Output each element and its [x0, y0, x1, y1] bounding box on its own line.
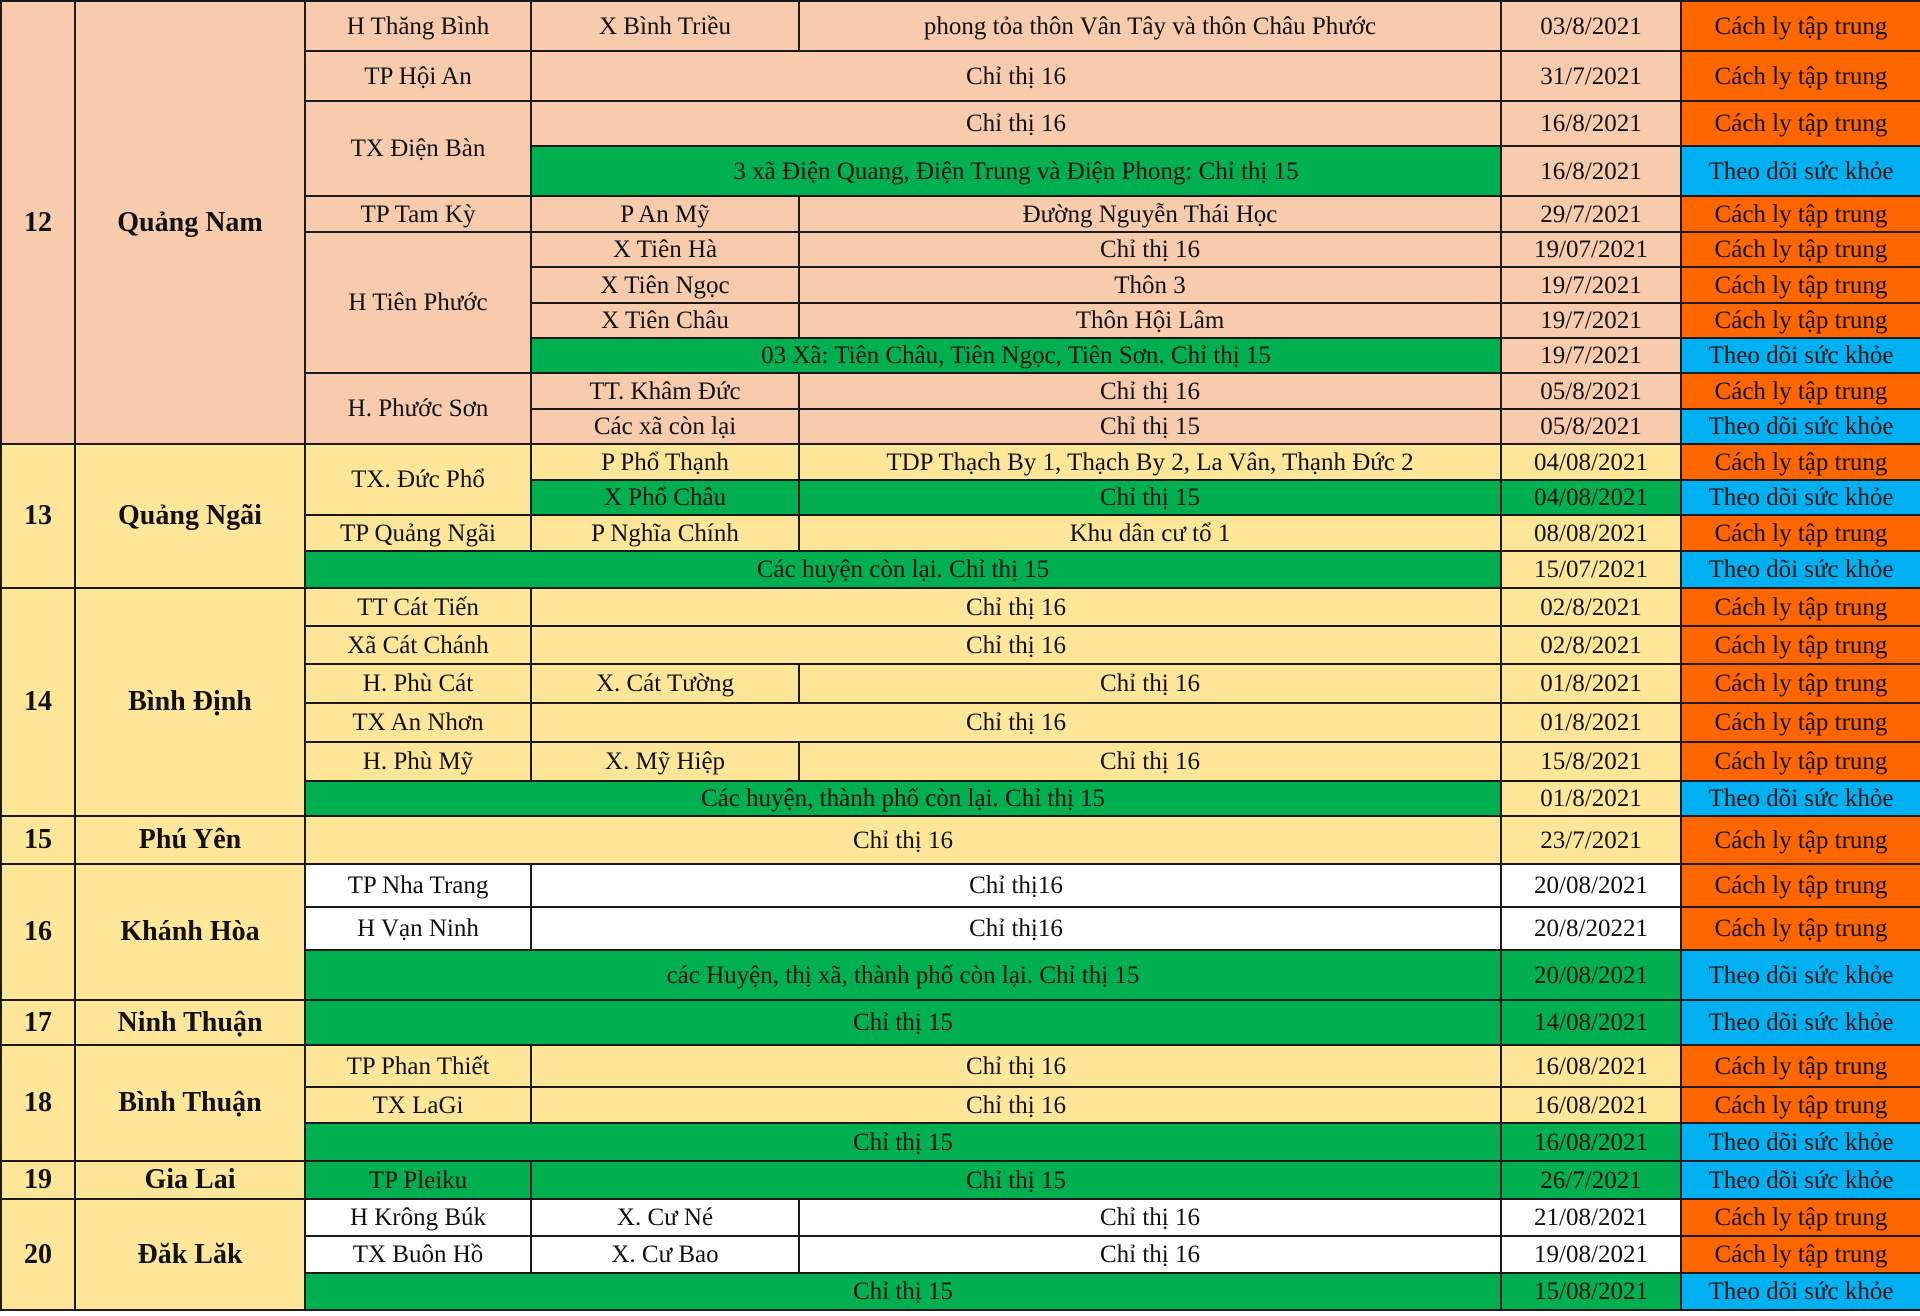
district-cell: TP Phan Thiết	[305, 1045, 531, 1087]
status-cell: Cách ly tập trung	[1681, 588, 1920, 626]
status-cell: Theo dõi sức khỏe	[1681, 1000, 1920, 1045]
status-cell: Cách ly tập trung	[1681, 196, 1920, 232]
date-cell: 31/7/2021	[1501, 51, 1681, 101]
status-cell: Theo dõi sức khỏe	[1681, 1273, 1920, 1310]
status-cell: Theo dõi sức khỏe	[1681, 480, 1920, 515]
district-cell: H. Phước Sơn	[305, 373, 531, 444]
measure-cell: Các huyện còn lại. Chỉ thị 15	[305, 551, 1501, 588]
status-cell: Theo dõi sức khỏe	[1681, 950, 1920, 1000]
district-cell: H Thăng Bình	[305, 1, 531, 51]
date-cell: 19/7/2021	[1501, 338, 1681, 373]
measure-cell: Chỉ thị16	[531, 864, 1501, 907]
district-cell: TX. Đức Phổ	[305, 444, 531, 515]
table-row	[1, 1045, 1920, 1087]
commune-cell: Các xã còn lại	[531, 409, 799, 444]
measure-cell: Chỉ thị 15	[305, 1123, 1501, 1161]
province-index: 15	[1, 816, 75, 864]
measure-cell: 03 Xã: Tiên Châu, Tiên Ngọc, Tiên Sơn. Chỉ thị 15	[531, 338, 1501, 373]
table-row	[1, 1000, 1920, 1045]
status-cell: Cách ly tập trung	[1681, 1045, 1920, 1087]
district-cell: H Krông Búk	[305, 1199, 531, 1236]
status-cell: Cách ly tập trung	[1681, 816, 1920, 864]
province-index: 20	[1, 1199, 75, 1310]
status-cell: Cách ly tập trung	[1681, 703, 1920, 742]
measure-cell: Chỉ thị 15	[799, 480, 1501, 515]
measure-cell: TDP Thạch By 1, Thạch By 2, La Vân, Thạnh Đức 2	[799, 444, 1501, 480]
date-cell: 20/08/2021	[1501, 950, 1681, 1000]
date-cell: 20/08/2021	[1501, 864, 1681, 907]
measure-cell: Chỉ thị 16	[531, 1087, 1501, 1123]
province-name: Khánh Hòa	[75, 864, 305, 1000]
commune-cell: X. Cư Né	[531, 1199, 799, 1236]
measure-cell: Chỉ thị 16	[531, 703, 1501, 742]
measure-cell: Chỉ thị 16	[531, 101, 1501, 146]
province-index: 13	[1, 444, 75, 588]
measure-cell: Chỉ thị 16	[799, 664, 1501, 703]
status-cell: Theo dõi sức khỏe	[1681, 1123, 1920, 1161]
measure-cell: Các huyện, thành phố còn lại. Chỉ thị 15	[305, 781, 1501, 816]
date-cell: 03/8/2021	[1501, 1, 1681, 51]
province-name: Quảng Ngãi	[75, 444, 305, 588]
date-cell: 23/7/2021	[1501, 816, 1681, 864]
date-cell: 29/7/2021	[1501, 196, 1681, 232]
district-cell: TT Cát Tiến	[305, 588, 531, 626]
measure-cell: Chỉ thị 15	[305, 1000, 1501, 1045]
status-cell: Cách ly tập trung	[1681, 267, 1920, 303]
date-cell: 20/8/20221	[1501, 907, 1681, 950]
date-cell: 04/08/2021	[1501, 444, 1681, 480]
status-cell: Cách ly tập trung	[1681, 626, 1920, 664]
district-cell: TX Điện Bàn	[305, 101, 531, 196]
date-cell: 16/08/2021	[1501, 1123, 1681, 1161]
status-cell: Theo dõi sức khỏe	[1681, 338, 1920, 373]
status-cell: Theo dõi sức khỏe	[1681, 781, 1920, 816]
table-row	[1, 1161, 1920, 1199]
province-index: 14	[1, 588, 75, 816]
district-cell: TX Buôn Hồ	[305, 1236, 531, 1273]
status-cell: Cách ly tập trung	[1681, 864, 1920, 907]
measure-cell: Chỉ thị 16	[531, 51, 1501, 101]
measure-cell: các Huyện, thị xã, thành phố còn lại. Chỉ thị 15	[305, 950, 1501, 1000]
district-cell: TX LaGi	[305, 1087, 531, 1123]
table-row	[1, 1199, 1920, 1236]
province-index: 16	[1, 864, 75, 1000]
table-row	[1, 1, 1920, 51]
date-cell: 01/8/2021	[1501, 664, 1681, 703]
table-row	[1, 864, 1920, 907]
status-cell: Theo dõi sức khỏe	[1681, 551, 1920, 588]
status-cell: Cách ly tập trung	[1681, 515, 1920, 551]
date-cell: 01/8/2021	[1501, 703, 1681, 742]
status-cell: Cách ly tập trung	[1681, 1, 1920, 51]
commune-cell: X. Cát Tường	[531, 664, 799, 703]
province-name: Quảng Nam	[75, 1, 305, 444]
measure-cell: Chỉ thị16	[531, 907, 1501, 950]
province-name: Đăk Lăk	[75, 1199, 305, 1310]
date-cell: 15/07/2021	[1501, 551, 1681, 588]
date-cell: 16/8/2021	[1501, 101, 1681, 146]
measure-cell: Đường Nguyễn Thái Học	[799, 196, 1501, 232]
status-cell: Cách ly tập trung	[1681, 303, 1920, 338]
measure-cell: Chỉ thị 16	[799, 232, 1501, 267]
province-name: Gia Lai	[75, 1161, 305, 1199]
status-cell: Cách ly tập trung	[1681, 232, 1920, 267]
measure-cell: Chỉ thị 16	[799, 1236, 1501, 1273]
measure-cell: Chỉ thị 16	[531, 1045, 1501, 1087]
measure-cell: Chỉ thị 16	[531, 626, 1501, 664]
status-cell: Theo dõi sức khỏe	[1681, 1161, 1920, 1199]
measure-cell: Chỉ thị 16	[531, 588, 1501, 626]
commune-cell: X Tiên Châu	[531, 303, 799, 338]
date-cell: 04/08/2021	[1501, 480, 1681, 515]
date-cell: 26/7/2021	[1501, 1161, 1681, 1199]
date-cell: 16/08/2021	[1501, 1087, 1681, 1123]
table-row	[1, 444, 1920, 480]
date-cell: 05/8/2021	[1501, 373, 1681, 409]
commune-cell: P An Mỹ	[531, 196, 799, 232]
status-cell: Cách ly tập trung	[1681, 1199, 1920, 1236]
date-cell: 19/7/2021	[1501, 303, 1681, 338]
commune-cell: P Phổ Thạnh	[531, 444, 799, 480]
province-name: Phú Yên	[75, 816, 305, 864]
measure-cell: Chỉ thị 16	[799, 1199, 1501, 1236]
measure-cell: Chỉ thị 16	[305, 816, 1501, 864]
date-cell: 02/8/2021	[1501, 588, 1681, 626]
date-cell: 15/8/2021	[1501, 742, 1681, 781]
status-cell: Cách ly tập trung	[1681, 742, 1920, 781]
date-cell: 05/8/2021	[1501, 409, 1681, 444]
measure-cell: Chỉ thị 15	[799, 409, 1501, 444]
district-cell: H. Phù Cát	[305, 664, 531, 703]
table-row	[1, 816, 1920, 864]
date-cell: 15/08/2021	[1501, 1273, 1681, 1310]
province-index: 18	[1, 1045, 75, 1161]
status-cell: Theo dõi sức khỏe	[1681, 409, 1920, 444]
district-cell: TP Quảng Ngãi	[305, 515, 531, 551]
status-cell: Cách ly tập trung	[1681, 1236, 1920, 1273]
date-cell: 02/8/2021	[1501, 626, 1681, 664]
commune-cell: X. Mỹ Hiệp	[531, 742, 799, 781]
status-cell: Theo dõi sức khỏe	[1681, 146, 1920, 196]
district-cell: H. Phù Mỹ	[305, 742, 531, 781]
date-cell: 16/8/2021	[1501, 146, 1681, 196]
measure-cell: Chỉ thị 15	[531, 1161, 1501, 1199]
date-cell: 19/7/2021	[1501, 267, 1681, 303]
province-index: 12	[1, 1, 75, 444]
commune-cell: TT. Khâm Đức	[531, 373, 799, 409]
province-name: Ninh Thuận	[75, 1000, 305, 1045]
status-cell: Cách ly tập trung	[1681, 373, 1920, 409]
date-cell: 21/08/2021	[1501, 1199, 1681, 1236]
measure-cell: 3 xã Điện Quang, Điện Trung và Điện Phong: Chỉ thị 15	[531, 146, 1501, 196]
district-cell: H Vạn Ninh	[305, 907, 531, 950]
measure-cell: Thôn Hội Lâm	[799, 303, 1501, 338]
province-index: 17	[1, 1000, 75, 1045]
table-row	[1, 588, 1920, 626]
measure-cell: phong tỏa thôn Vân Tây và thôn Châu Phước	[799, 1, 1501, 51]
measure-cell: Chỉ thị 15	[305, 1273, 1501, 1310]
status-cell: Cách ly tập trung	[1681, 1087, 1920, 1123]
district-cell: H Tiên Phước	[305, 232, 531, 373]
commune-cell: X Phổ Châu	[531, 480, 799, 515]
district-cell: TP Tam Kỳ	[305, 196, 531, 232]
commune-cell: X Tiên Hà	[531, 232, 799, 267]
commune-cell: X. Cư Bao	[531, 1236, 799, 1273]
status-cell: Cách ly tập trung	[1681, 444, 1920, 480]
district-cell: Xã Cát Chánh	[305, 626, 531, 664]
status-cell: Cách ly tập trung	[1681, 101, 1920, 146]
district-cell: TX An Nhơn	[305, 703, 531, 742]
district-cell: TP Hội An	[305, 51, 531, 101]
status-cell: Cách ly tập trung	[1681, 664, 1920, 703]
status-cell: Cách ly tập trung	[1681, 907, 1920, 950]
status-cell: Cách ly tập trung	[1681, 51, 1920, 101]
province-name: Bình Thuận	[75, 1045, 305, 1161]
province-name: Bình Định	[75, 588, 305, 816]
district-cell: TP Pleiku	[305, 1161, 531, 1199]
measure-cell: Chỉ thị 16	[799, 742, 1501, 781]
date-cell: 19/08/2021	[1501, 1236, 1681, 1273]
date-cell: 14/08/2021	[1501, 1000, 1681, 1045]
measure-cell: Thôn 3	[799, 267, 1501, 303]
commune-cell: P Nghĩa Chính	[531, 515, 799, 551]
date-cell: 16/08/2021	[1501, 1045, 1681, 1087]
commune-cell: X Tiên Ngọc	[531, 267, 799, 303]
date-cell: 01/8/2021	[1501, 781, 1681, 816]
province-index: 19	[1, 1161, 75, 1199]
measure-cell: Khu dân cư tổ 1	[799, 515, 1501, 551]
district-cell: TP Nha Trang	[305, 864, 531, 907]
commune-cell: X Bình Triều	[531, 1, 799, 51]
date-cell: 19/07/2021	[1501, 232, 1681, 267]
date-cell: 08/08/2021	[1501, 515, 1681, 551]
measure-cell: Chỉ thị 16	[799, 373, 1501, 409]
